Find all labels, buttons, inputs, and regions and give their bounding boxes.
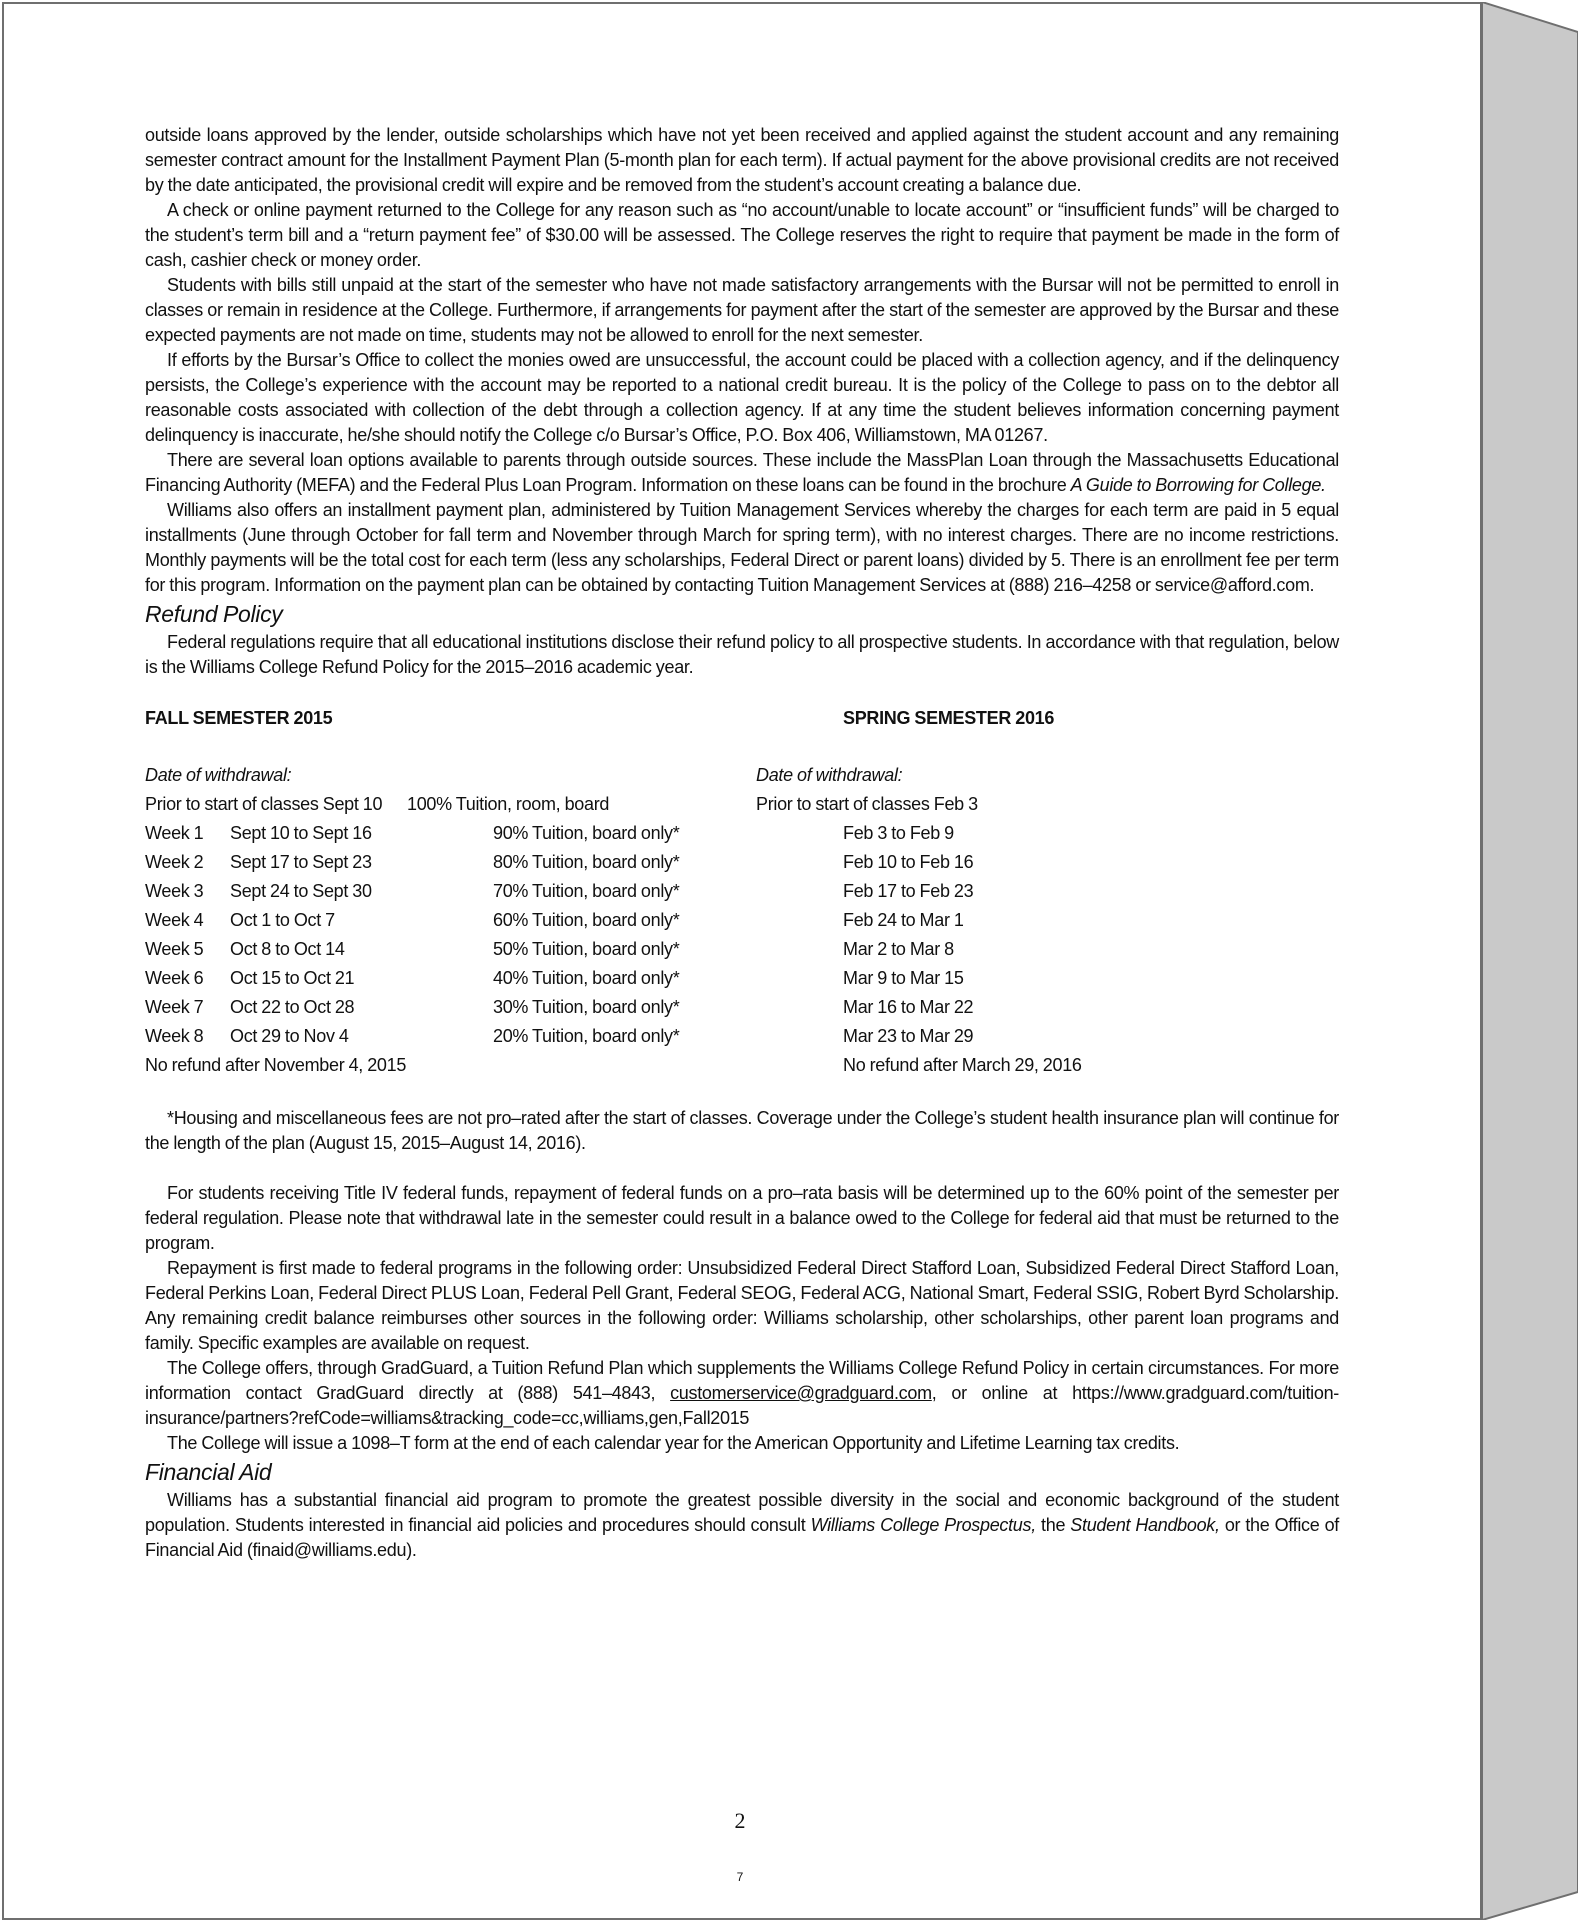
spring-date-range: Mar 2 to Mar 8	[843, 939, 954, 959]
refund-policy-heading: Refund Policy	[145, 601, 283, 627]
refund-percent: 90% Tuition, board only*	[493, 823, 680, 843]
fall-date-range: Oct 15 to Oct 21	[230, 968, 355, 988]
financial-aid-heading: Financial Aid	[145, 1459, 272, 1485]
no-refund-row	[145, 1053, 1339, 1082]
refund-percent: 50% Tuition, board only*	[493, 939, 680, 959]
fall-no-refund: No refund after November 4, 2015	[145, 1055, 407, 1075]
loan-options-text: There are several loan options available to parents through outside sources. These include the MassPlan Loan through the Massachusetts Educational Financing Authority (MEFA) and the Federal Plus Loan Program. Information on these loans can be found in the brochure	[145, 450, 1339, 495]
week-label: Week 5	[145, 939, 204, 959]
refund-percent: 40% Tuition, board only*	[493, 968, 680, 988]
spring-date-label: Date of withdrawal:	[756, 765, 903, 785]
fall-date-range: Sept 24 to Sept 30	[230, 881, 372, 901]
document-body	[145, 123, 1339, 1563]
week-label: Week 7	[145, 997, 204, 1017]
fall-prior-percent: 100% Tuition, room, board	[407, 794, 610, 814]
aid-text-mid: the	[1035, 1515, 1071, 1535]
gradguard-email-link[interactable]: customerservice@gradguard.com	[670, 1383, 932, 1403]
paragraph-gradguard	[145, 1356, 1339, 1431]
week-label: Week 6	[145, 968, 204, 988]
fall-semester-heading: FALL SEMESTER 2015	[145, 708, 333, 728]
fall-date-range: Oct 29 to Nov 4	[230, 1026, 349, 1046]
refund-percent: 70% Tuition, board only*	[493, 881, 680, 901]
handbook-title: Student Handbook,	[1070, 1515, 1220, 1535]
spring-date-range: Mar 23 to Mar 29	[843, 1026, 974, 1046]
refund-percent: 80% Tuition, board only*	[493, 852, 680, 872]
spring-date-range: Feb 10 to Feb 16	[843, 852, 974, 872]
brochure-title: A Guide to Borrowing for College.	[1070, 475, 1326, 495]
refund-percent: 30% Tuition, board only*	[493, 997, 680, 1017]
fall-date-label: Date of withdrawal:	[145, 765, 292, 785]
fall-date-range: Oct 1 to Oct 7	[230, 910, 335, 930]
refund-percent: 20% Tuition, board only*	[493, 1026, 680, 1046]
spring-date-range: Feb 24 to Mar 1	[843, 910, 964, 930]
fall-date-range: Oct 8 to Oct 14	[230, 939, 345, 959]
spring-date-range: Feb 17 to Feb 23	[843, 881, 974, 901]
refund-percent: 60% Tuition, board only*	[493, 910, 680, 930]
paragraph-returned-payment: A check or online payment returned to the College for any reason such as “no account/unable to locate account” or “insufficient funds” will be charged to the student’s term bill and a “return payment fee” of $30.00 will be assessed. The College reserves the right to require that payment be made in the form of cash, cashier check or money order.	[145, 200, 1339, 270]
aid-text-end: or the Office of Financial Aid (finaid@williams.edu).	[145, 1515, 1339, 1560]
gradguard-url: , or online at https://www.gradguard.com/tuition-insurance/partners?refCode=williams&tracking_code=cc,williams,gen,Fall2015	[145, 1383, 1339, 1428]
spring-date-range: Mar 9 to Mar 15	[843, 968, 964, 988]
gradguard-text: The College offers, through GradGuard, a Tuition Refund Plan which supplements the Williams College Refund Policy in certain circumstances. For more information contact GradGuard directly at (888) 541–4843,	[145, 1358, 1339, 1403]
week-label: Week 3	[145, 881, 204, 901]
paragraph-unpaid-bills: Students with bills still unpaid at the start of the semester who have not made satisfactory arrangements with the Bursar will not be permitted to enroll in classes or remain in residence at the College. Furthermore, if arrangements for payment after the start of the semester are approved by the Bursar and these expected payments are not made on time, students may not be allowed to enroll for the next semester.	[145, 275, 1339, 345]
paragraph-1098t: The College will issue a 1098–T form at the end of each calendar year for the American Opportunity and Lifetime Learning tax credits.	[167, 1433, 1180, 1453]
fall-prior-label: Prior to start of classes Sept 10	[145, 794, 383, 814]
prospectus-title: Williams College Prospectus,	[810, 1515, 1036, 1535]
paragraph-financial-aid	[145, 1488, 1339, 1563]
spring-semester-heading: SPRING SEMESTER 2016	[843, 708, 1055, 728]
paragraph-repayment-order: Repayment is first made to federal programs in the following order: Unsubsidized Federal Direct Stafford Loan, Subsidized Federal Direct Stafford Loan, Federal Perkins Loan, Federal Direct PLUS Loan, Federal Pell Grant, Federal SEOG, Federal ACG, National Smart, Federal SSIG, Robert Byrd Scholarship. Any remaining credit balance reimburses other sources in the following order: Williams scholarship, other scholarships, other parent loan programs and family. Specific examples are available on request.	[145, 1258, 1339, 1353]
paragraph-title-iv: For students receiving Title IV federal funds, repayment of federal funds on a pro–rata basis will be determined up to the 60% point of the semester per federal regulation. Please note that withdrawal late in the semester could result in a balance owed to the College for federal aid that must be returned to the program.	[145, 1183, 1339, 1253]
paragraph-provisional-credits: outside loans approved by the lender, outside scholarships which have not yet been received and applied against the student account and any remaining semester contract amount for the Installment Payment Plan (5-month plan for each term). If actual payment for the above provisional credits are not received by the date anticipated, the provisional credit will expire and be removed from the student’s account creating a balance due.	[145, 125, 1339, 195]
paragraph-housing-footnote: *Housing and miscellaneous fees are not pro–rated after the start of classes. Coverage under the College’s student health insurance plan will continue for the length of the plan (August 15, 2015–August 14, 2016).	[145, 1108, 1339, 1153]
spring-date-range: Feb 3 to Feb 9	[843, 823, 954, 843]
spring-no-refund: No refund after March 29, 2016	[843, 1055, 1082, 1075]
spring-date-range: Mar 16 to Mar 22	[843, 997, 974, 1017]
page-number: 2	[734, 1808, 746, 1833]
paragraph-loan-options	[145, 448, 1339, 498]
spring-prior-label: Prior to start of classes Feb 3	[756, 794, 978, 814]
week-label: Week 2	[145, 852, 204, 872]
fall-date-range: Oct 22 to Oct 28	[230, 997, 355, 1017]
refund-schedule-table	[145, 690, 1339, 1050]
week-label: Week 8	[145, 1026, 204, 1046]
fall-date-range: Sept 17 to Sept 23	[230, 852, 372, 872]
aid-text: Williams has a substantial financial aid program to promote the greatest possible diversity in the social and economic background of the student population. Students interested in financial aid policies and procedures should consult	[145, 1490, 1339, 1535]
paragraph-installment-plan: Williams also offers an installment payment plan, administered by Tuition Management Services whereby the charges for each term are paid in 5 equal installments (June through October for fall term and November through March for spring term), with no interest charges. There are no income restrictions. Monthly payments will be the total cost for each term (less any scholarships, Federal Direct or parent loans) divided by 5. There is an enrollment fee per term for this program. Information on the payment plan can be obtained by contacting Tuition Management Services at (888) 216–4258 or service@afford.com.	[145, 500, 1339, 595]
week-label: Week 1	[145, 823, 204, 843]
page-edge-shading	[1482, 2, 1578, 1920]
page-sub-number: 7	[736, 1870, 744, 1884]
week-label: Week 4	[145, 910, 204, 930]
fall-date-range: Sept 10 to Sept 16	[230, 823, 372, 843]
paragraph-refund-intro: Federal regulations require that all educational institutions disclose their refund policy to all prospective students. In accordance with that regulation, below is the Williams College Refund Policy for the 2015–2016 academic year.	[145, 632, 1339, 677]
paragraph-collection-agency: If efforts by the Bursar’s Office to collect the monies owed are unsuccessful, the account could be placed with a collection agency, and if the delinquency persists, the College’s experience with the account may be reported to a national credit bureau. It is the policy of the College to pass on to the debtor all reasonable costs associated with collection of the debt through a collection agency. If at any time the student believes information concerning payment delinquency is inaccurate, he/she should notify the College c/o Bursar’s Office, P.O. Box 406, Williamstown, MA 01267.	[145, 350, 1339, 445]
